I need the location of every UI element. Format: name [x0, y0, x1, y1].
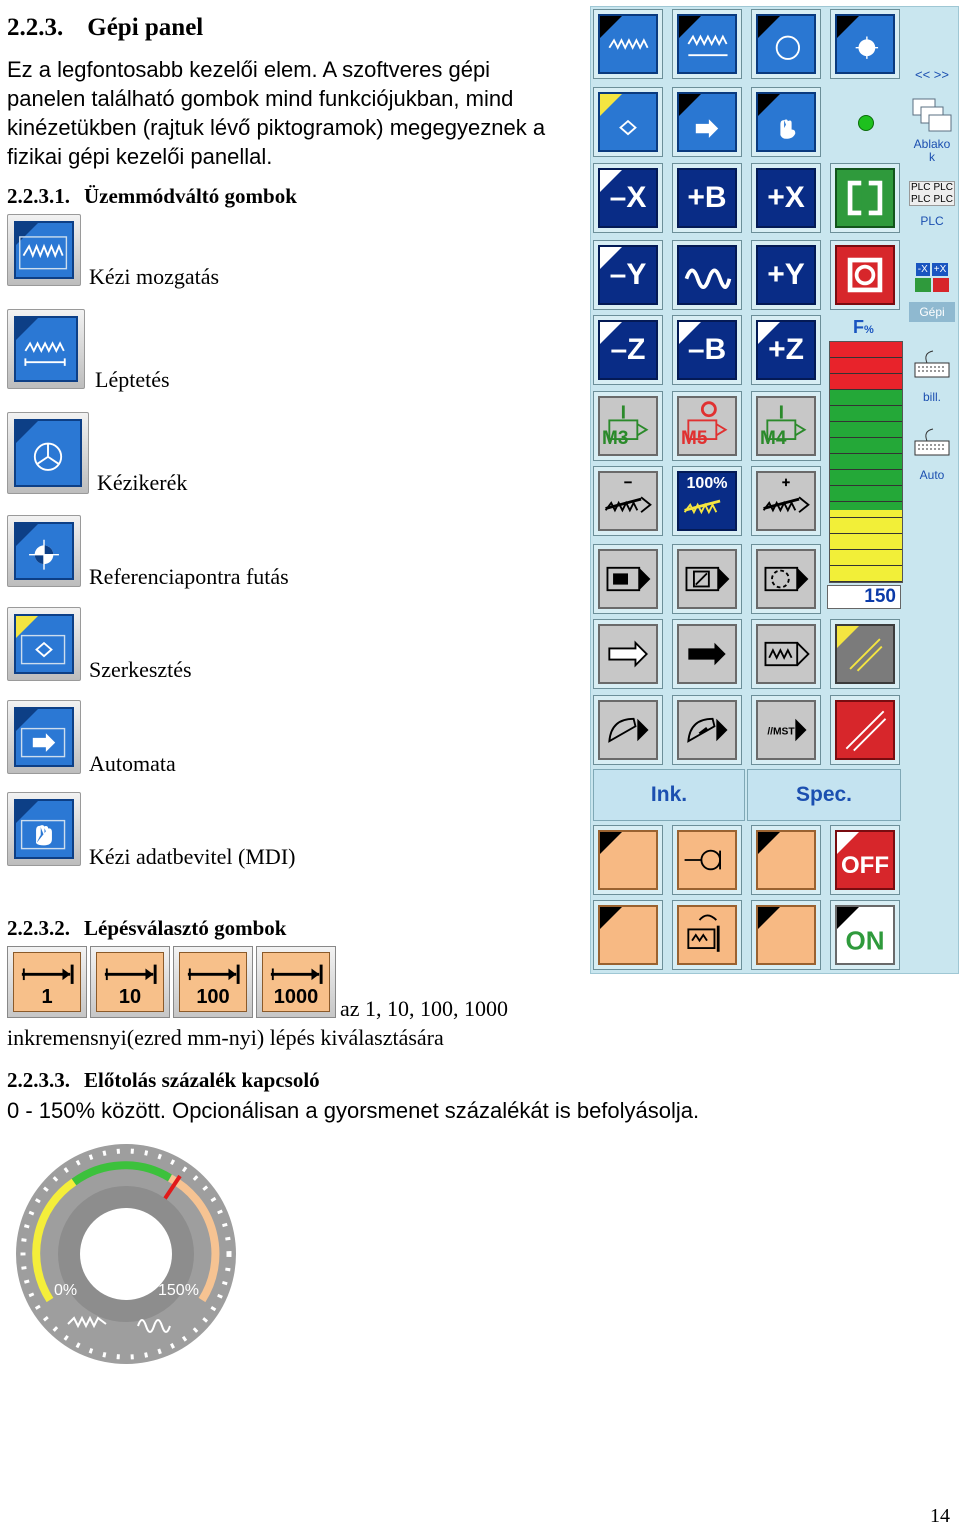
- cycle-start-button[interactable]: [830, 163, 900, 233]
- side-keyboard[interactable]: [909, 347, 955, 404]
- intro-line: Ez a legfontosabb kezelői elem. A szoftveres gépi: [7, 57, 491, 82]
- plc-cell: PLC: [911, 194, 931, 205]
- aux-button-5[interactable]: [593, 900, 663, 970]
- step-description: az 1, 10, 100, 1000: [340, 996, 509, 1021]
- windows-icon: [909, 95, 955, 135]
- mode-section-title: Üzemmódváltó gombok: [84, 184, 297, 208]
- mode-label-auto: Automata: [89, 751, 176, 776]
- plc-cell: PLC: [933, 194, 953, 205]
- intro-line: kinézetükben (rajtuk lévő piktogramok) megegyeznek a: [7, 115, 546, 140]
- side-plc-label: PLC: [920, 214, 944, 228]
- side-nav-arrows[interactable]: << >>: [915, 67, 949, 82]
- panel-edit-button[interactable]: [593, 87, 663, 157]
- single-block-button[interactable]: [593, 544, 663, 614]
- on-button[interactable]: [830, 900, 900, 970]
- spindle-orient-button[interactable]: [672, 825, 742, 895]
- m5-button[interactable]: [672, 391, 742, 461]
- mst-lock-button[interactable]: [751, 695, 821, 765]
- step-label: 1000: [273, 986, 319, 1008]
- aux-button-1[interactable]: [593, 825, 663, 895]
- mdi-icon[interactable]: [7, 792, 81, 866]
- feed-section-title: Előtolás százalék kapcsoló: [84, 1068, 320, 1092]
- mini-axis-label: +X: [933, 264, 947, 275]
- feed-override-dial[interactable]: [14, 1142, 238, 1366]
- axis-label: –Z: [610, 333, 646, 366]
- panel-reference-button[interactable]: [830, 9, 900, 79]
- step-label: 1: [41, 986, 53, 1008]
- aux-button-3[interactable]: [751, 825, 821, 895]
- axis-label: +Y: [767, 258, 805, 291]
- mini-stop-icon: [933, 278, 949, 292]
- plc-cell: PLC: [933, 182, 953, 193]
- side-machine-label: Gépi: [909, 302, 955, 322]
- optional-skip-button[interactable]: [672, 544, 742, 614]
- mode-label-handwheel: Kézikerék: [97, 470, 188, 495]
- cycle-stop-button[interactable]: [830, 240, 900, 310]
- mode-label-step: Léptetés: [95, 367, 170, 392]
- axis-plus-x-button[interactable]: [751, 163, 821, 233]
- coolant-button[interactable]: [830, 619, 900, 689]
- step-button-1000[interactable]: [256, 946, 336, 1018]
- mini-axis-label: -X: [917, 264, 928, 275]
- axis-plus-b-button[interactable]: [672, 163, 742, 233]
- axis-minus-x-button[interactable]: [593, 163, 663, 233]
- panel-auto-button[interactable]: [672, 87, 742, 157]
- feed-description: 0 - 150% között. Opcionálisan a gyorsmenet százalékát is befolyásolja.: [7, 1098, 700, 1123]
- axis-label: +Z: [768, 333, 804, 366]
- handwheel-icon[interactable]: [7, 412, 89, 494]
- feed-hold-button[interactable]: [751, 619, 821, 689]
- axis-label: +B: [687, 181, 727, 214]
- reference-icon[interactable]: [7, 515, 81, 587]
- intro-line: panelen található gombok mind funkciójukban, mind: [7, 86, 514, 111]
- mode-label-edit: Szerkesztés: [89, 657, 192, 682]
- step-section-title: Lépésválasztó gombok: [84, 916, 287, 940]
- block-search-button[interactable]: [672, 695, 742, 765]
- plc-cell: PLC: [911, 182, 931, 193]
- axis-plus-z-button[interactable]: [751, 315, 821, 385]
- m3-button[interactable]: [593, 391, 663, 461]
- side-auto[interactable]: [909, 425, 955, 482]
- section-heading: [7, 14, 203, 42]
- dry-run-button[interactable]: [593, 619, 663, 689]
- mode-label-jog: Kézi mozgatás: [89, 264, 220, 289]
- override-100-label: 100%: [686, 475, 728, 492]
- spindle-plus-button[interactable]: [751, 466, 821, 536]
- section-title: Gépi panel: [87, 14, 204, 41]
- machine-panel: [590, 6, 959, 974]
- svg-text://MST: //MST: [767, 726, 795, 738]
- feed-letter: F: [853, 317, 864, 337]
- axis-minus-z-button[interactable]: [593, 315, 663, 385]
- aux-button-7[interactable]: [751, 900, 821, 970]
- on-label: ON: [845, 925, 885, 956]
- rapid-button[interactable]: [672, 240, 742, 310]
- mode-section-number: 2.2.3.1.: [7, 184, 70, 208]
- panel-step-button[interactable]: [672, 9, 742, 79]
- feed-level-bar[interactable]: [829, 341, 903, 583]
- jog-icon[interactable]: [7, 214, 81, 286]
- side-windows-icon[interactable]: [909, 95, 955, 164]
- step-description-2: inkremensnyi(ezred mm-nyi) lépés kiválasztására: [7, 1025, 444, 1050]
- axis-label: –X: [609, 181, 647, 214]
- edit-icon[interactable]: [7, 607, 81, 681]
- side-windows-label: Ablako k: [913, 137, 951, 164]
- spindle-100-button[interactable]: [672, 466, 742, 536]
- m-label: M4: [760, 428, 787, 449]
- keyboard-icon: [909, 425, 955, 465]
- panel-mdi-button[interactable]: [751, 87, 821, 157]
- section-number: 2.2.3.: [7, 14, 64, 41]
- intro-paragraph: [7, 55, 587, 171]
- panel-handwheel-button[interactable]: [751, 9, 821, 79]
- status-led: [858, 115, 874, 131]
- optional-stop-button[interactable]: [751, 544, 821, 614]
- auto-icon[interactable]: [7, 700, 81, 774]
- dial-min-label: 0%: [54, 1282, 78, 1299]
- step-button-1[interactable]: [7, 946, 87, 1018]
- program-start-button[interactable]: [672, 619, 742, 689]
- panel-jog-button[interactable]: [593, 9, 663, 79]
- mode-section-heading: [7, 184, 297, 209]
- mode-label-reference: Referenciapontra futás: [89, 564, 289, 589]
- feed-section-heading: [7, 1068, 320, 1093]
- side-plc-grid[interactable]: [909, 181, 955, 228]
- off-button[interactable]: [830, 825, 900, 895]
- side-machine-tab[interactable]: [909, 263, 955, 322]
- step-button-10[interactable]: [90, 946, 170, 1018]
- emergency-override-button[interactable]: [830, 695, 900, 765]
- spec-tab[interactable]: Spec.: [747, 769, 901, 821]
- side-keyboard-label: bill.: [922, 390, 941, 404]
- ink-tab[interactable]: Ink.: [593, 769, 745, 821]
- axis-plus-y-button[interactable]: [751, 240, 821, 310]
- feed-label: [853, 317, 874, 338]
- m-label: M3: [602, 428, 629, 449]
- feed-unit: %: [864, 324, 874, 336]
- feed-value: 150: [827, 585, 901, 609]
- axis-label: –B: [687, 333, 727, 366]
- reset-button[interactable]: [593, 695, 663, 765]
- step-label: 10: [118, 986, 142, 1008]
- tool-change-button[interactable]: [672, 900, 742, 970]
- side-auto-label: Auto: [919, 468, 945, 482]
- m-label: M5: [681, 428, 708, 449]
- axis-minus-b-button[interactable]: [672, 315, 742, 385]
- m4-button[interactable]: [751, 391, 821, 461]
- dial-max-label: 150%: [158, 1282, 199, 1299]
- axis-minus-y-button[interactable]: [593, 240, 663, 310]
- axis-label: +X: [767, 181, 805, 214]
- step-section-heading: [7, 916, 286, 941]
- intro-line: fizikai gépi kezelői panellal.: [7, 144, 273, 169]
- step-section-number: 2.2.3.2.: [7, 916, 70, 940]
- mode-label-mdi: Kézi adatbevitel (MDI): [89, 844, 296, 869]
- step-icon[interactable]: [7, 309, 85, 389]
- feed-section-number: 2.2.3.3.: [7, 1068, 70, 1092]
- page-number: 14: [930, 1505, 950, 1527]
- axis-label: –Y: [609, 258, 647, 291]
- spindle-minus-button[interactable]: [593, 466, 663, 536]
- off-label: OFF: [841, 851, 889, 879]
- mini-start-icon: [915, 278, 931, 292]
- keyboard-icon: [909, 347, 955, 387]
- step-button-100[interactable]: [173, 946, 253, 1018]
- step-label: 100: [196, 986, 230, 1008]
